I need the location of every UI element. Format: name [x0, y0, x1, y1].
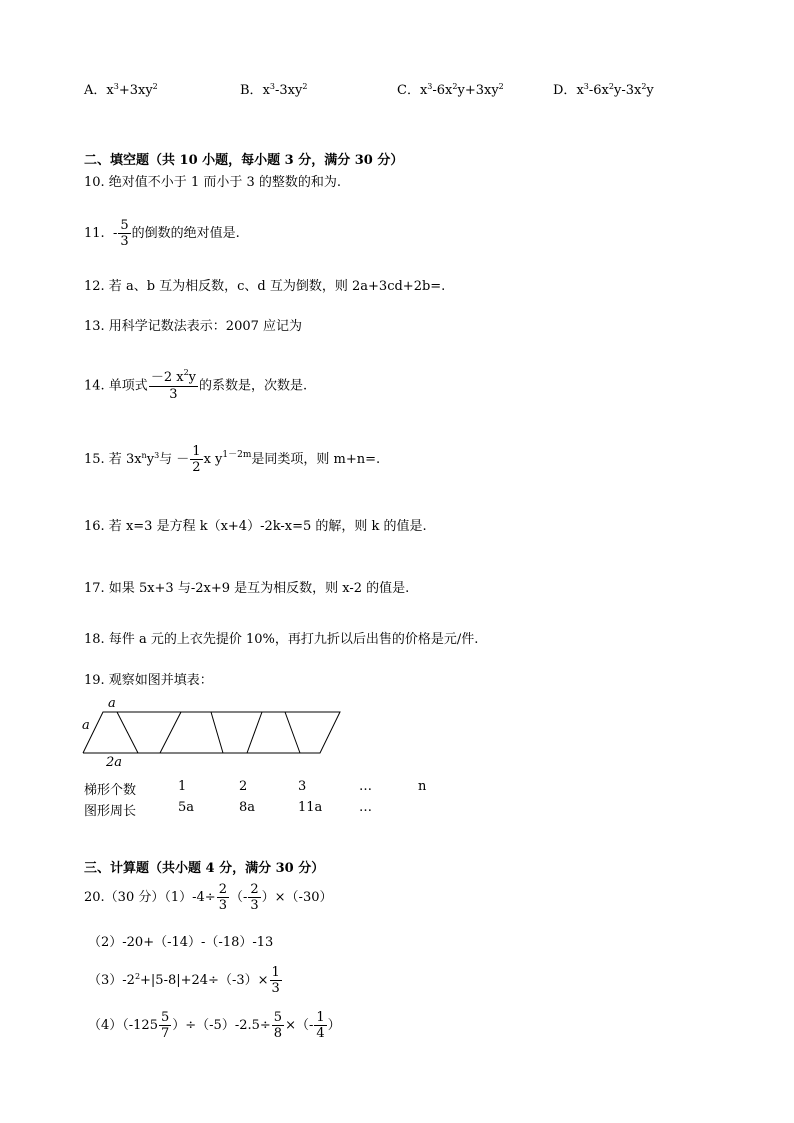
figure-outline	[83, 712, 340, 753]
table-cell: …	[359, 779, 372, 794]
question-11: 11. - $\frac{5}{3}$ 的倒数的绝对值是.	[84, 218, 240, 249]
divider-4	[247, 712, 262, 753]
question-16: 16. 若 x=3 是方程 k（x+4）-2k-x=5 的解，则 k 的值是.	[84, 519, 427, 534]
fraction: $\frac{2}{3}$	[218, 882, 227, 913]
question-10: 10. 绝对值不小于 1 而小于 3 的整数的和为.	[84, 175, 342, 190]
label-bottom: 2a	[106, 755, 123, 770]
question-14: 14. 单项式 $\frac{-2 x^2y}{3}$ 的系数是，次数是.	[84, 368, 308, 402]
divider-5	[285, 712, 300, 753]
table-cell: 2	[239, 779, 248, 794]
table-cell: 5a	[178, 800, 195, 815]
question-12: 12. 若 a、b 互为相反数，c、d 互为倒数，则 2a+3cd+2b=.	[84, 279, 446, 294]
question-20-part-1: 20.（30 分）（1）-4÷ $\frac{2}{3}$ （- $\frac{2}{3}$ ）×（-30）	[84, 882, 333, 913]
table-cell: 图形周长	[84, 804, 137, 819]
table-cell: …	[359, 800, 372, 815]
table-cell: 3	[298, 779, 307, 794]
divider-1	[117, 712, 138, 753]
question-15: 15. 若 $3x^ny^3$与 － $\frac{1}{2}$ x $y^{1-2m}$是同类项，则 m+n=.	[84, 444, 381, 475]
fraction: $\frac{5}{8}$	[273, 1010, 283, 1041]
option-c: C．$x^3-6x^2y+3xy^2$	[397, 82, 504, 98]
trapezoid-figure	[78, 694, 348, 770]
fraction: $\frac{5}{3}$	[120, 218, 129, 249]
fraction: $\frac{1}{3}$	[271, 965, 280, 996]
divider-3	[211, 712, 223, 753]
table-cell: n	[418, 779, 427, 794]
label-top: a	[108, 696, 116, 711]
fraction: $\frac{1}{4}$	[316, 1010, 325, 1041]
label-left: a	[82, 718, 90, 733]
question-20-part-2: （2）-20+（-14）-（-18）-13	[88, 935, 274, 950]
fraction: $\frac{5}{7}$	[160, 1010, 170, 1041]
section-3-title: 三、计算题（共小题 4 分，满分 30 分）	[84, 861, 325, 876]
option-b: B．$x^3-3xy^2$	[240, 82, 308, 98]
table-cell: 1	[178, 779, 187, 794]
option-d: D．$x^3-6x^2y-3x^2y$	[553, 82, 654, 98]
question-13: 13. 用科学记数法表示：2007 应记为	[84, 319, 303, 334]
section-2-title: 二、填空题（共 10 小题，每小题 3 分，满分 30 分）	[84, 153, 404, 168]
table-cell: 11a	[298, 800, 323, 815]
question-17: 17. 如果 5x+3 与-2x+9 是互为相反数，则 x-2 的值是.	[84, 581, 410, 596]
question-20-part-4: （4）（-125 $\frac{5}{7}$ ）÷（-5）-2.5÷ $\frac{5}{8}$ ×（- $\frac{1}{4}$ ）	[88, 1010, 341, 1041]
divider-2	[160, 712, 181, 753]
question-18: 18. 每件 a 元的上衣先提价 10%，再打九折以后出售的价格是元/件.	[84, 632, 479, 647]
fraction: $\frac{2}{3}$	[250, 882, 259, 913]
option-a: A．$x^3+3xy^2$	[84, 82, 158, 98]
table-cell: 8a	[239, 800, 256, 815]
question-20-part-3: $(3)-2^2+|5-8|+24\div(-3)\times$ $\frac{1}{3}$	[88, 965, 280, 996]
table-cell: 梯形个数	[84, 783, 137, 798]
question-19: 19. 观察如图并填表：	[84, 673, 213, 688]
fraction: $\frac{1}{2}$	[192, 444, 201, 475]
fraction: $\frac{-2 x^2y}{3}$	[150, 368, 197, 402]
